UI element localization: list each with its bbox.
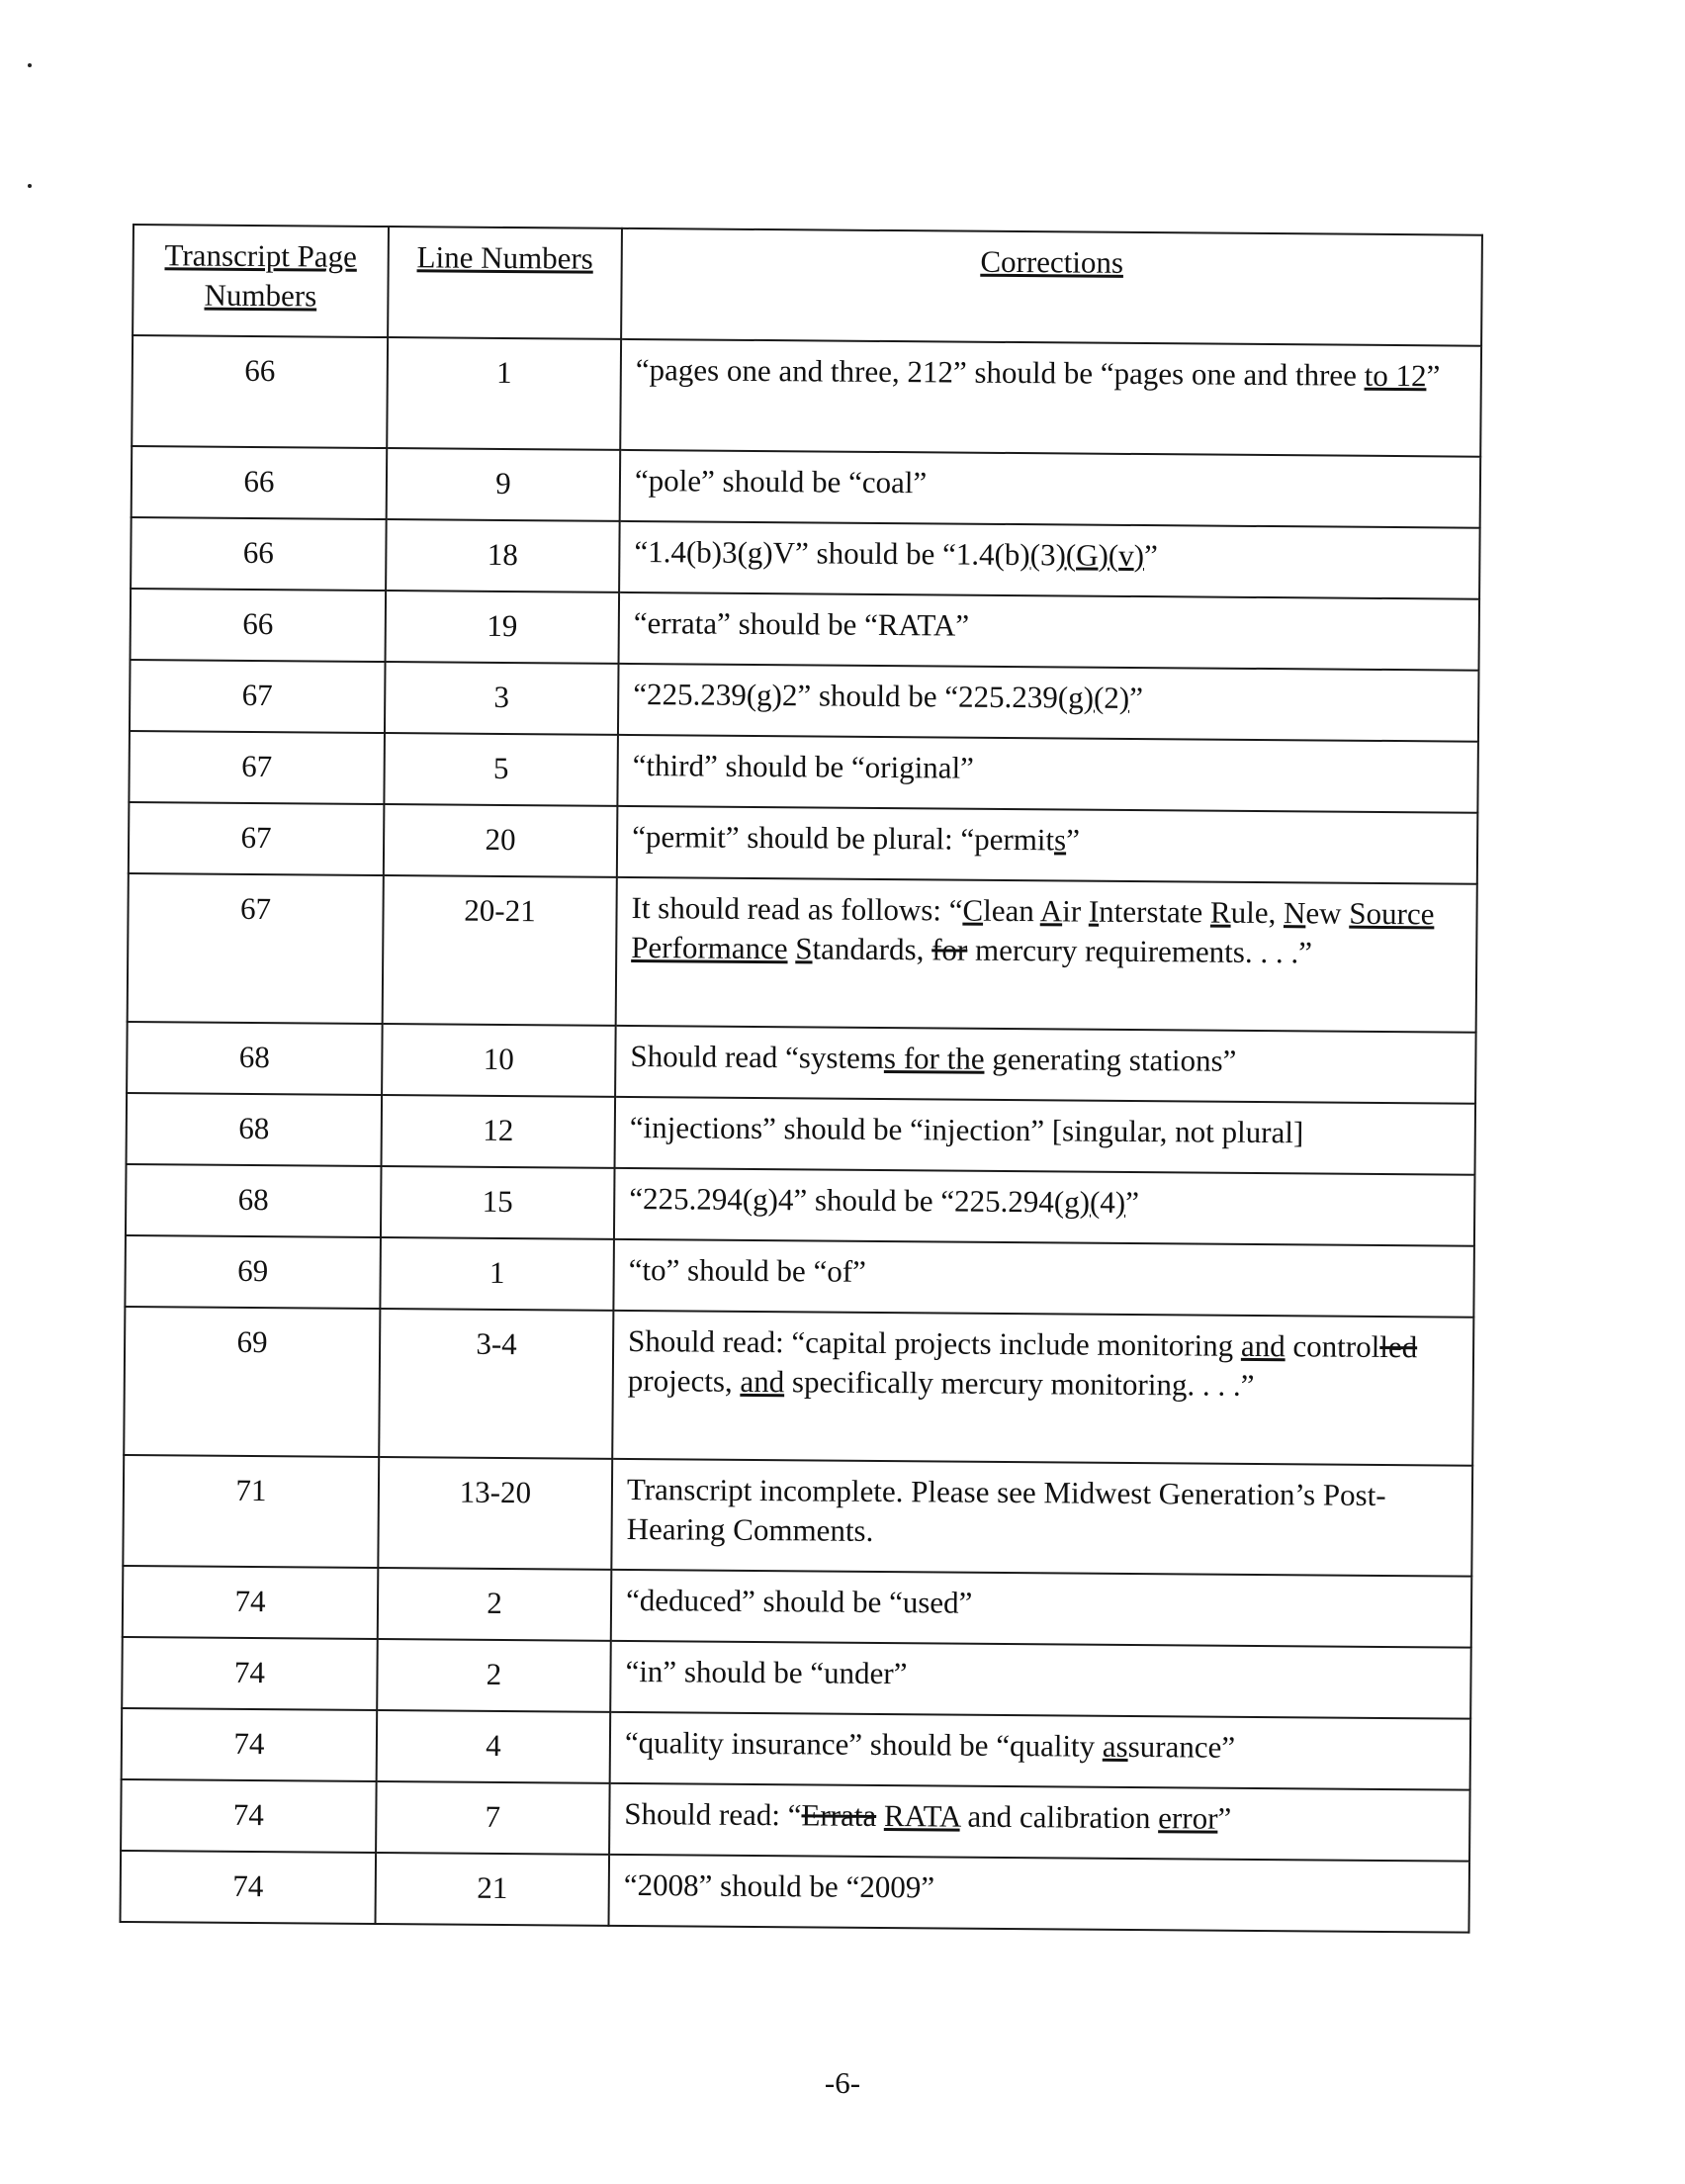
line-number-cell: 3-4: [379, 1309, 613, 1459]
line-number-cell: 21: [376, 1853, 610, 1926]
underlined-text: A: [1039, 893, 1063, 929]
correction-cell: [612, 1311, 1473, 1466]
correction-text: Transcript incomplete. Please see Midwest Generation’s Post-Hearing Comments.: [626, 1471, 1386, 1548]
table-row: [125, 1235, 1474, 1318]
transcript-page-cell: 66: [132, 335, 388, 448]
underlined-text: C: [962, 892, 984, 928]
underlined-text: v: [1118, 537, 1134, 573]
underlined-text: ): [1133, 537, 1145, 574]
table-row: [131, 517, 1480, 599]
correction-text: “2008” should be “2009”: [623, 1866, 935, 1905]
underlined-text: I: [1088, 893, 1100, 929]
underlined-text: )(: [1055, 537, 1077, 573]
underlined-text: ,: [916, 932, 925, 967]
underlined-text: (: [1093, 680, 1105, 715]
line-number-cell: 7: [376, 1781, 610, 1855]
table-row: [131, 589, 1480, 671]
line-number-cell: 12: [382, 1095, 616, 1168]
correction-cell: [616, 877, 1477, 1033]
correction-text: ew: [1305, 895, 1350, 931]
correction-text: generating stations”: [984, 1041, 1237, 1078]
correction-cell: [619, 592, 1480, 671]
line-number-cell: 2: [377, 1639, 611, 1712]
table-body: [121, 335, 1482, 1933]
transcript-page-cell: 74: [123, 1566, 379, 1639]
line-number-cell: 2: [378, 1568, 612, 1641]
correction-text: Should read “system: [630, 1038, 885, 1075]
correction-cell: [611, 1459, 1472, 1577]
table-row: [121, 1779, 1470, 1862]
table-row: [121, 1851, 1470, 1933]
correction-text: ir: [1062, 893, 1090, 929]
correction-text: “injections” should be “injection” [singular, not plural]: [629, 1109, 1304, 1150]
underlined-text: and: [1240, 1327, 1286, 1364]
correction-cell: [619, 521, 1480, 599]
underlined-text: s for the: [883, 1040, 985, 1076]
scan-speck: [28, 63, 32, 67]
line-number-cell: 20-21: [383, 875, 617, 1026]
correction-cell: [613, 1239, 1474, 1318]
table-row: [128, 873, 1477, 1033]
table-row: [122, 1637, 1471, 1719]
correction-cell: [617, 806, 1478, 884]
transcript-page-cell: 74: [121, 1779, 377, 1853]
underlined-text: ): [1114, 1184, 1126, 1220]
table-row: [127, 1022, 1476, 1104]
correction-text: Should read: “: [624, 1795, 802, 1833]
correction-text: “deduced” should be “used”: [625, 1582, 973, 1620]
underlined-text: ): [1118, 680, 1130, 715]
table-row: [129, 802, 1478, 884]
transcript-page-cell: 67: [129, 802, 385, 875]
line-number-cell: 3: [385, 662, 619, 735]
correction-text: lean: [983, 892, 1040, 929]
underlined-text: G: [1076, 537, 1099, 573]
transcript-page-cell: 68: [126, 1164, 382, 1237]
header-line-numbers: Line Numbers: [388, 227, 622, 339]
correction-text: and calibration: [959, 1798, 1159, 1836]
line-number-cell: 10: [382, 1024, 616, 1097]
correction-text: “pages one and three, 212” should be “pages one and three: [635, 352, 1365, 393]
correction-text: surance”: [1127, 1728, 1236, 1765]
line-number-cell: 15: [381, 1166, 615, 1239]
correction-text: “1.4(b)3(g)V” should be “1.4(b): [634, 533, 1030, 573]
transcript-page-cell: 74: [122, 1637, 378, 1710]
table-row: [124, 1307, 1473, 1466]
table-row: [123, 1455, 1472, 1577]
correction-text: “quality insurance” should be “quality: [624, 1724, 1104, 1764]
table-row: [129, 731, 1478, 813]
transcript-page-cell: 67: [129, 731, 385, 804]
correction-text: “pole” should be “coal”: [634, 462, 928, 500]
table-row: [130, 660, 1479, 742]
errata-table-container: [120, 224, 1481, 1934]
errata-table: [120, 224, 1483, 1934]
correction-cell: [611, 1570, 1472, 1648]
page-number: -6-: [824, 2065, 861, 2100]
correction-text: ”: [1217, 1800, 1232, 1836]
table-row: [127, 1093, 1476, 1175]
underlined-text: RATA: [883, 1798, 960, 1834]
correction-text: ”: [1125, 1184, 1140, 1221]
correction-text: “errata” should be “RATA”: [633, 604, 970, 643]
line-number-cell: 5: [384, 733, 618, 806]
correction-text: “to” should be “of”: [628, 1251, 867, 1289]
struck-text: led: [1379, 1328, 1418, 1365]
correction-text: 2: [1104, 680, 1119, 715]
correction-text: nterstate: [1099, 893, 1211, 930]
struck-text: for: [931, 932, 968, 967]
correction-text: projects,: [627, 1362, 741, 1399]
correction-text: ”: [1143, 538, 1158, 574]
underlined-text: as: [1102, 1728, 1128, 1764]
correction-text: mercury requirements. . . .”: [967, 932, 1313, 970]
underlined-text: N: [1283, 895, 1306, 931]
correction-text: tandards: [812, 931, 917, 967]
correction-cell: [615, 1026, 1476, 1104]
correction-text: ”: [1066, 822, 1081, 858]
underlined-text: and: [740, 1363, 785, 1400]
table-row: [123, 1566, 1472, 1648]
table-row: [132, 335, 1481, 457]
underlined-text: (: [1029, 537, 1041, 573]
line-number-cell: 13-20: [378, 1457, 612, 1570]
line-number-cell: 18: [386, 519, 620, 592]
line-number-cell: 19: [386, 591, 620, 664]
transcript-page-cell: 66: [132, 446, 388, 519]
header-corrections: Corrections: [621, 228, 1482, 346]
struck-text: Errata: [801, 1797, 877, 1833]
table-row: [126, 1164, 1475, 1246]
correction-text: ”: [1129, 680, 1144, 716]
underlined-text: Source Performance: [631, 895, 1435, 966]
line-number-cell: 9: [387, 448, 621, 521]
transcript-page-cell: 68: [127, 1093, 383, 1166]
transcript-page-cell: 67: [130, 660, 386, 733]
correction-text: “in” should be “under”: [625, 1653, 908, 1691]
transcript-page-cell: 74: [121, 1851, 377, 1924]
correction-text: ule,: [1230, 894, 1285, 931]
line-number-cell: 1: [387, 337, 621, 450]
underlined-text: )(: [1098, 537, 1119, 573]
correction-cell: [614, 1168, 1475, 1246]
underlined-text: to 12: [1364, 357, 1427, 394]
correction-text: “225.294(g)4” should be “225.294(g): [629, 1180, 1091, 1220]
table-header-row: [133, 225, 1482, 346]
underlined-text: (: [1089, 1184, 1101, 1220]
correction-cell: [609, 1783, 1470, 1862]
table-row: [132, 446, 1481, 528]
line-number-cell: 20: [384, 804, 618, 877]
correction-text: “third” should be “original”: [632, 747, 975, 785]
transcript-page-cell: 74: [122, 1708, 378, 1781]
correction-text: 3: [1039, 537, 1056, 573]
correction-cell: [620, 339, 1481, 457]
correction-cell: [615, 1097, 1476, 1175]
transcript-page-cell: 68: [127, 1022, 383, 1095]
transcript-page-cell: 66: [131, 589, 387, 662]
table-row: [122, 1708, 1471, 1790]
correction-text: “225.239(g)2” should be “225.239(g): [633, 676, 1095, 715]
correction-cell: [620, 450, 1481, 528]
correction-text: specifically mercury monitoring. . . .”: [784, 1364, 1255, 1403]
correction-text: Should read: “capital projects include monitoring: [628, 1322, 1242, 1363]
transcript-page-cell: 66: [131, 517, 387, 591]
correction-cell: [610, 1641, 1471, 1719]
underlined-text: R: [1209, 894, 1231, 930]
correction-text: ”: [1426, 358, 1441, 394]
header-transcript-page-numbers: Transcript Page Numbers: [133, 225, 389, 337]
underlined-text: error: [1158, 1800, 1218, 1836]
transcript-page-cell: 69: [125, 1235, 381, 1309]
underlined-text: S: [795, 931, 813, 966]
line-number-cell: 1: [380, 1237, 614, 1311]
correction-text: control: [1285, 1328, 1380, 1364]
underlined-text: s: [1053, 822, 1067, 858]
scan-speck: [28, 184, 32, 188]
transcript-page-cell: 67: [128, 873, 384, 1024]
correction-text: It should read as follows: “: [631, 889, 963, 928]
correction-cell: [608, 1855, 1469, 1933]
transcript-page-cell: 71: [123, 1455, 379, 1568]
transcript-page-cell: 69: [124, 1307, 380, 1457]
correction-cell: [617, 735, 1478, 813]
correction-cell: [618, 664, 1479, 742]
correction-text: “permit” should be plural: “permit: [632, 818, 1055, 858]
correction-text: 4: [1100, 1184, 1115, 1220]
correction-cell: [610, 1712, 1471, 1790]
line-number-cell: 4: [377, 1710, 611, 1783]
